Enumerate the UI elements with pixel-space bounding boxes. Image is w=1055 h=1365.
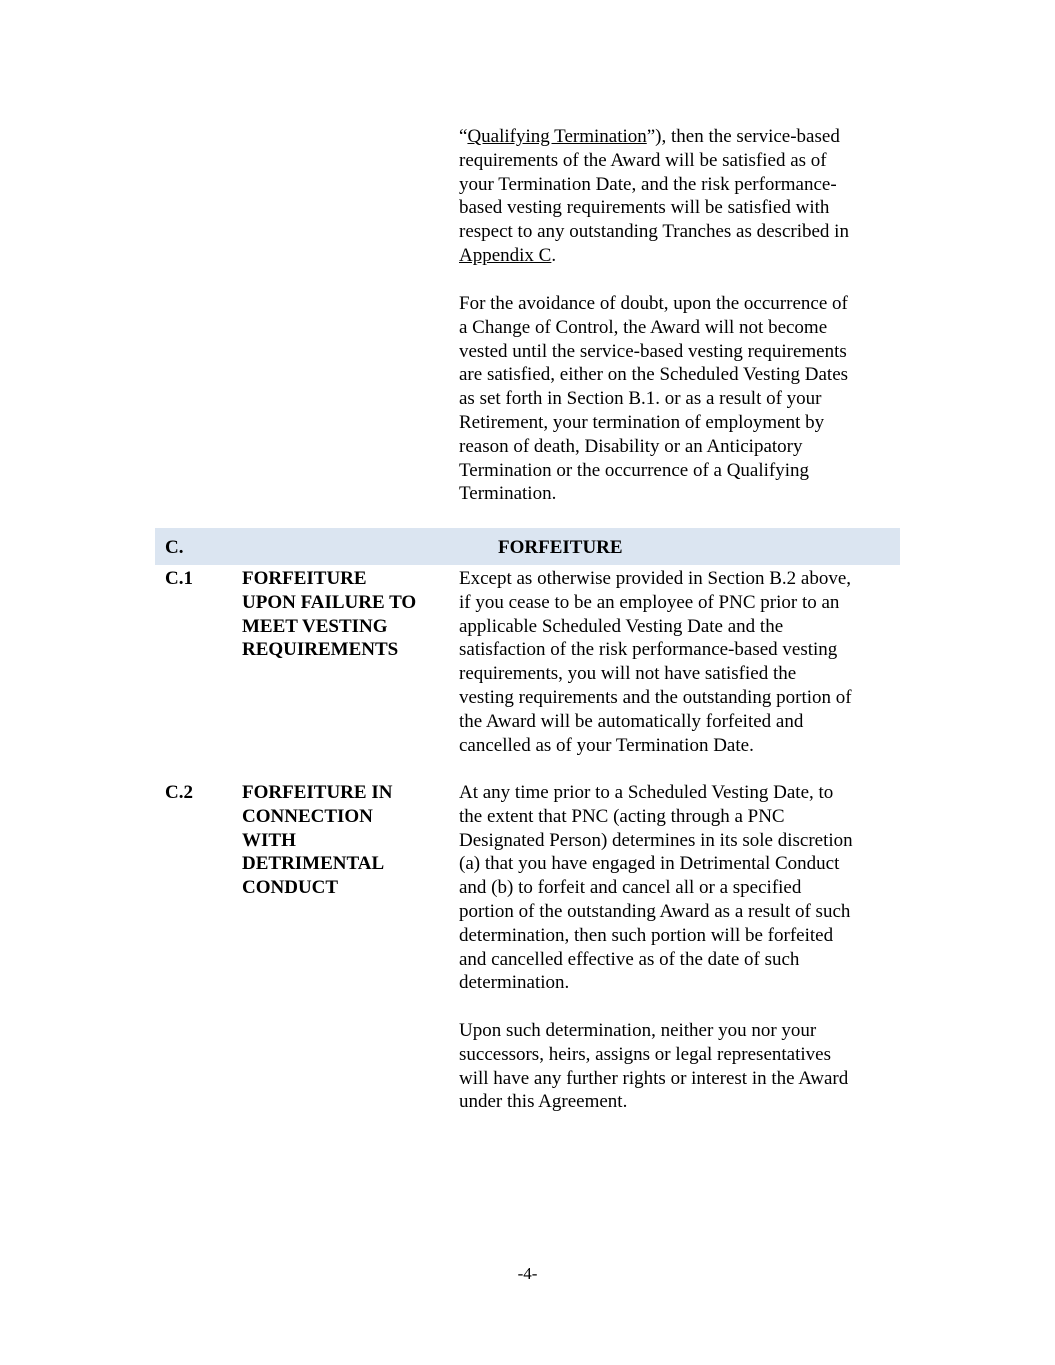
row-body-continued — [459, 1019, 899, 1114]
row-body — [459, 781, 899, 995]
row-heading — [242, 567, 447, 662]
heading-line: WITH — [242, 829, 296, 851]
paragraph-line: Designated Person) determines in its sole discretion — [459, 829, 853, 851]
heading-line: MEET VESTING — [242, 615, 388, 637]
paragraph-line: requirements of the Award will be satisfied as of — [459, 149, 827, 171]
heading-line: REQUIREMENTS — [242, 639, 399, 661]
paragraph-line: satisfaction of the risk performance-based vesting — [459, 639, 838, 661]
paragraph-line: based vesting requirements will be satisfied with — [459, 197, 830, 219]
paragraph-line: your Termination Date, and the risk performance- — [459, 173, 837, 195]
paragraph-line: Except as otherwise provided in Section B.2 above, — [459, 568, 852, 589]
qualifying-termination-link: Qualifying Termination — [467, 126, 647, 147]
paragraph-line: determination, then such portion will be forfeited — [459, 924, 834, 946]
paragraph-line: if you cease to be an employee of PNC prior to an — [459, 591, 840, 613]
paragraph-line: requirements, you will not have satisfied the — [459, 663, 797, 685]
continuation-paragraph-2 — [459, 292, 899, 506]
page-number: -4- — [517, 1264, 538, 1283]
paragraph-line: successors, heirs, assigns or legal representatives — [459, 1043, 831, 1065]
paragraph-line: and (b) to forfeit and cancel all or a specified — [459, 877, 802, 899]
section-number: C. — [165, 537, 184, 558]
appendix-c-link: Appendix C — [459, 244, 552, 266]
row-body — [459, 567, 899, 757]
heading-line: UPON FAILURE TO — [242, 591, 417, 613]
row-number: C.2 — [165, 782, 193, 803]
heading-line: DETRIMENTAL — [242, 853, 385, 875]
paragraph-line: reason of death, Disability or an Anticipatory — [459, 435, 803, 457]
paragraph-line: the Award will be automatically forfeited and — [459, 710, 804, 732]
paragraph-line: vesting requirements and the outstanding portion of — [459, 686, 852, 708]
open-quote: “ — [459, 126, 468, 147]
paragraph-line: Retirement, your termination of employment by — [459, 411, 825, 433]
heading-line: FORFEITURE IN — [242, 782, 393, 803]
paragraph-line: For the avoidance of doubt, upon the occurrence of — [459, 293, 848, 314]
heading-line: CONDUCT — [242, 877, 339, 899]
row-heading — [242, 781, 447, 900]
paragraph-line: respect to any outstanding Tranches as described in — [459, 221, 849, 243]
heading-line: CONNECTION — [242, 805, 373, 827]
paragraph-line: under this Agreement. — [459, 1091, 628, 1113]
paragraph-line: as set forth in Section B.1. or as a result of your — [459, 388, 822, 410]
paragraph-line: Upon such determination, neither you nor your — [459, 1020, 817, 1041]
paragraph-line: determination. — [459, 972, 570, 994]
line-text: ”), then the service-based — [646, 126, 840, 147]
paragraph-line: Termination. — [459, 483, 557, 505]
paragraph-line: applicable Scheduled Vesting Date and the — [459, 615, 784, 637]
section-title: FORFEITURE — [498, 537, 623, 558]
section-header — [155, 528, 900, 565]
paragraph-line — [459, 244, 899, 268]
paragraph-line: cancelled as of your Termination Date. — [459, 734, 754, 756]
paragraph-line: the extent that PNC (acting through a PNC — [459, 805, 785, 827]
paragraph-line: are satisfied, either on the Scheduled Vesting Dates — [459, 364, 849, 386]
paragraph-line: and cancelled effective as of the date of such — [459, 948, 800, 970]
paragraph-line: (a) that you have engaged in Detrimental Conduct — [459, 853, 840, 875]
paragraph-line: Termination or the occurrence of a Qualifying — [459, 459, 810, 481]
heading-line: FORFEITURE — [242, 568, 367, 589]
paragraph-line — [459, 125, 899, 149]
paragraph-line: vested until the service-based vesting requirements — [459, 340, 847, 362]
continuation-paragraph-1 — [459, 125, 899, 268]
line-text: . — [551, 244, 557, 266]
paragraph-line: portion of the outstanding Award as a result of such — [459, 900, 851, 922]
paragraph-line: will have any further rights or interest in the Award — [459, 1067, 849, 1089]
paragraph-line: a Change of Control, the Award will not become — [459, 316, 828, 338]
paragraph-line: At any time prior to a Scheduled Vesting Date, to — [459, 782, 834, 803]
row-number: C.1 — [165, 568, 193, 589]
